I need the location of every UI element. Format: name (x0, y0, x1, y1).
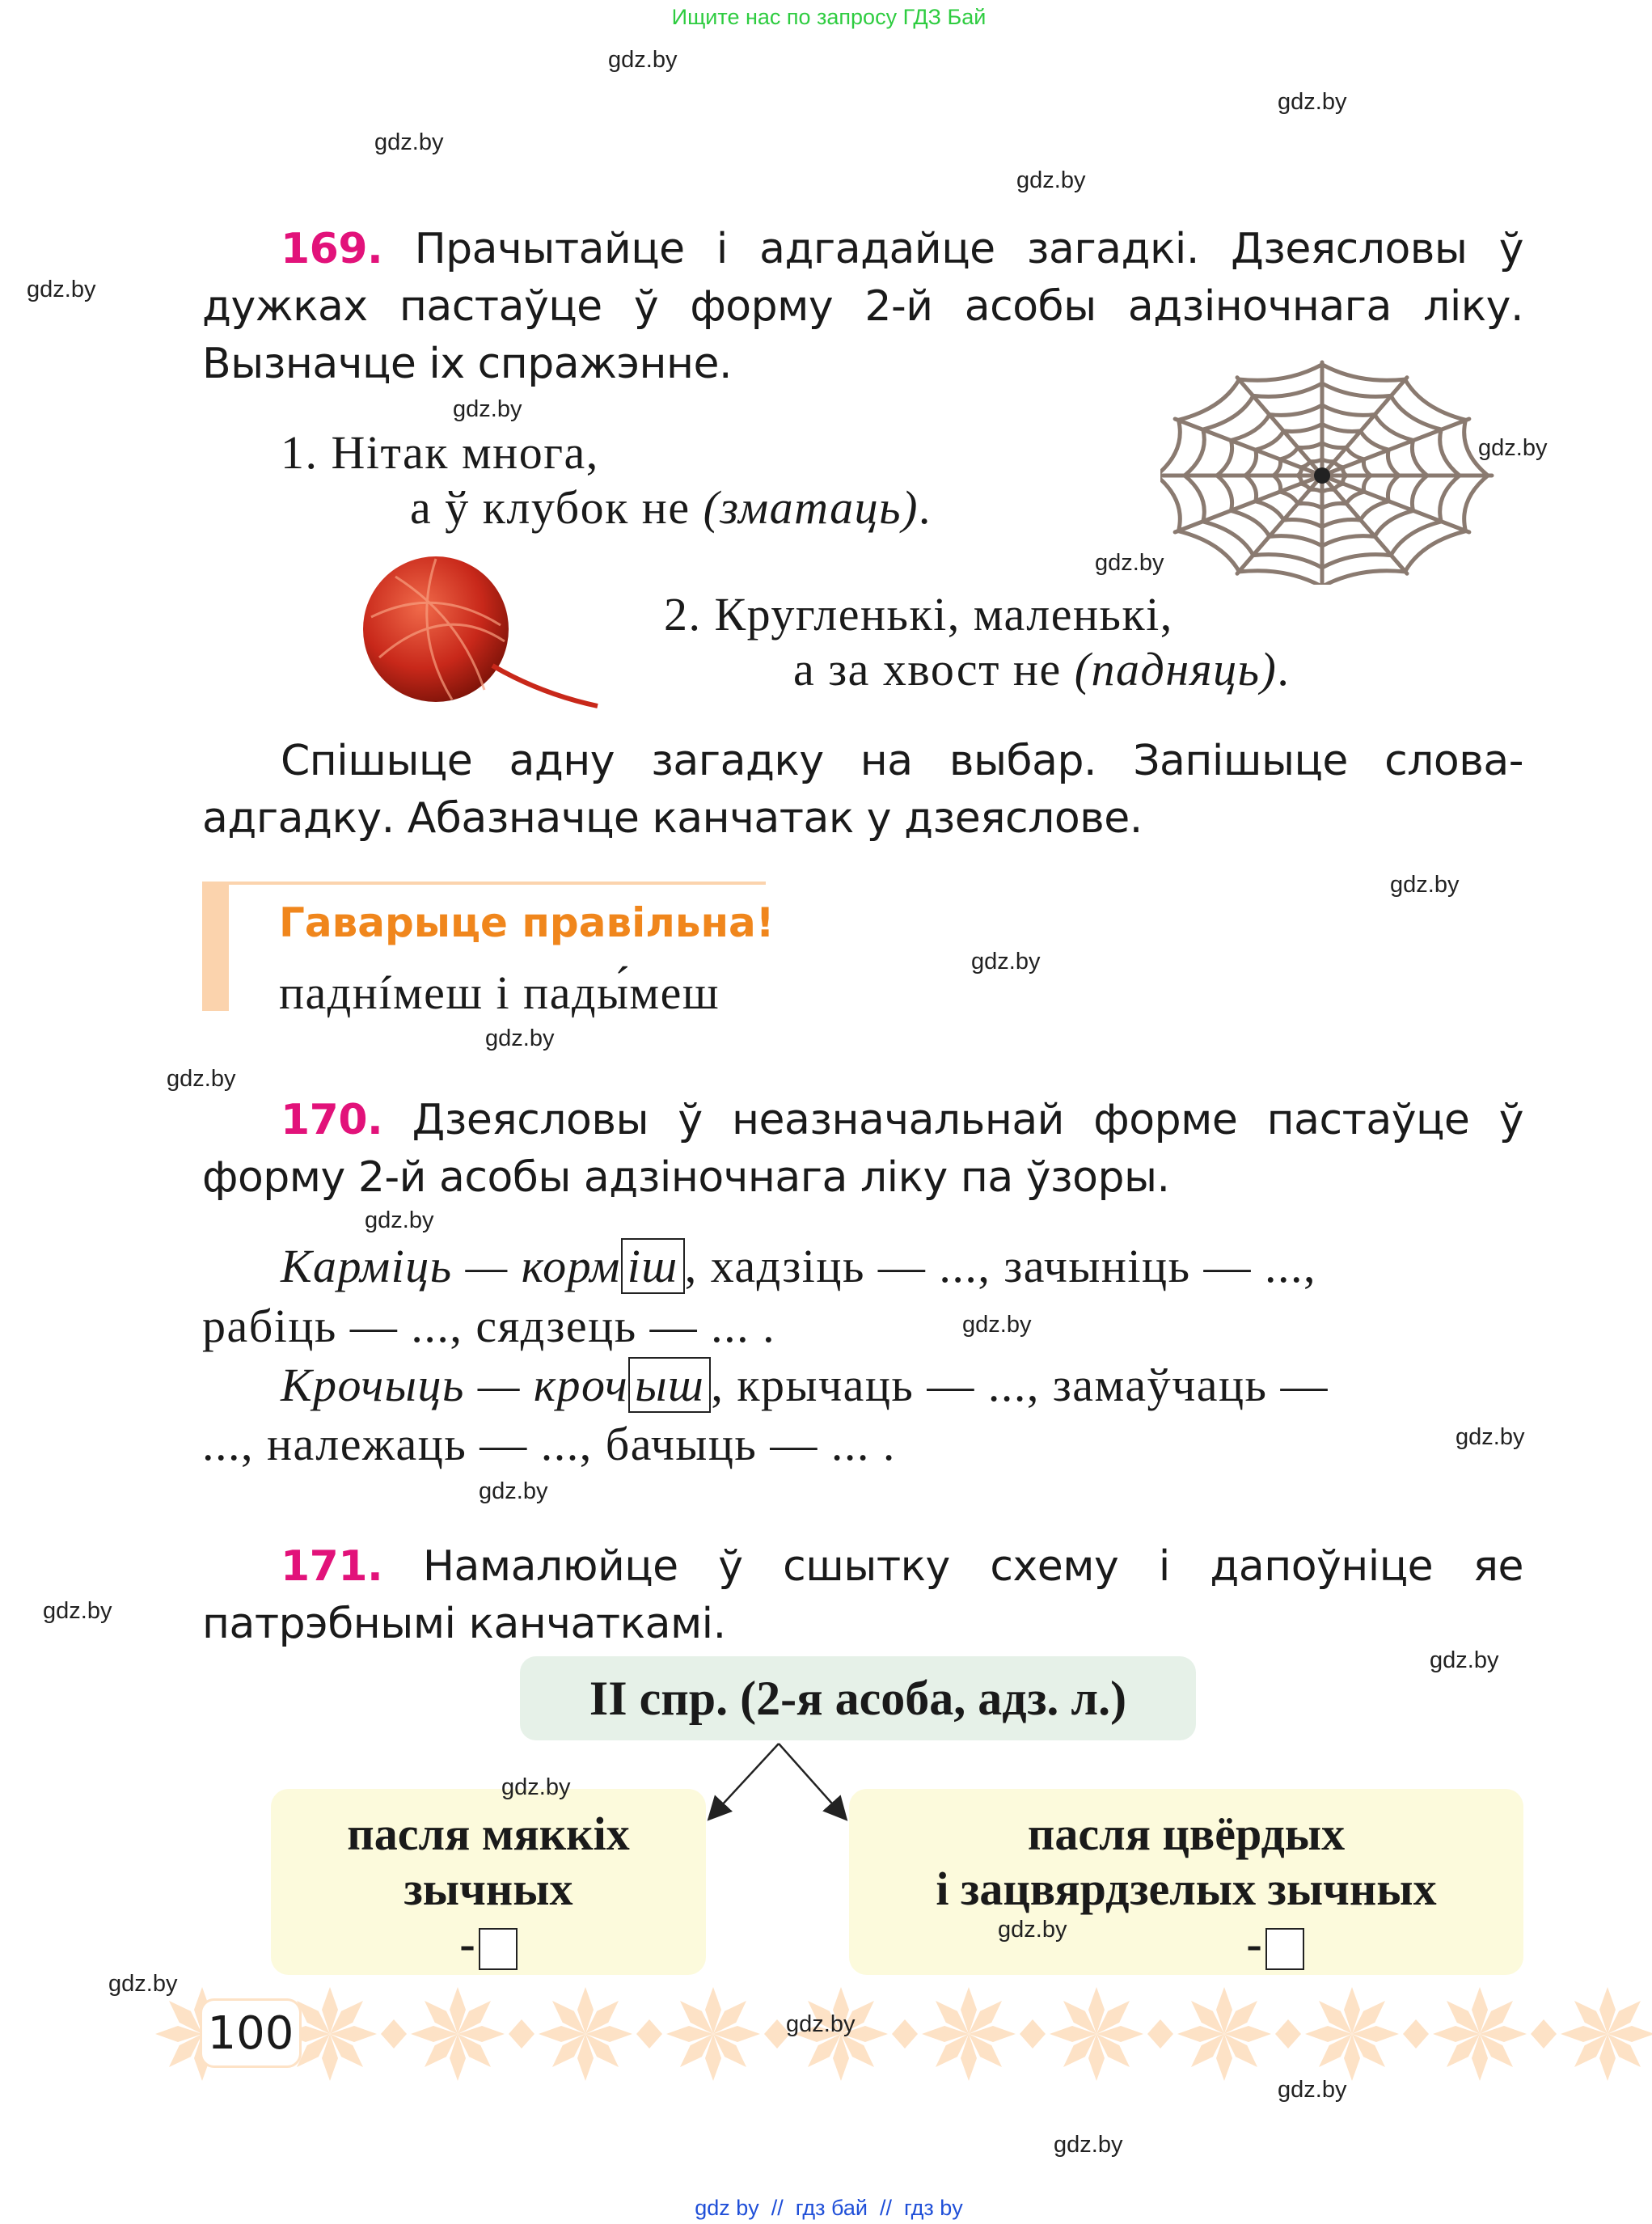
ending-box: іш (621, 1238, 685, 1294)
rule-box-side-bar (202, 882, 229, 1011)
text: а за хвост не (793, 643, 1075, 696)
watermark: gdz.by (1278, 2077, 1347, 2103)
snowflake-ornament (411, 1987, 534, 2081)
text: , хадзіць — ..., зачыніць — ..., (684, 1240, 1317, 1292)
snowflake-ornament (922, 1987, 1046, 2081)
arrow-right (779, 1744, 845, 1818)
empty-box (479, 1928, 518, 1970)
verb: (падняць) (1074, 643, 1278, 696)
watermark: gdz.by (1456, 1424, 1525, 1450)
exercise-number: 171. (281, 1542, 383, 1591)
exercise-171-text (202, 1538, 1523, 1653)
watermark: gdz.by (608, 47, 678, 73)
verb: (зматаць) (703, 481, 919, 534)
snowflake-ornament (1050, 1987, 1173, 2081)
text: . (918, 481, 932, 534)
snowflake-ornament (539, 1987, 662, 2081)
spiderweb-image (1160, 342, 1510, 585)
watermark: gdz.by (27, 277, 96, 302)
watermark: gdz.by (1430, 1647, 1499, 1673)
text: а ў клубок не (410, 481, 703, 534)
spider-icon (1314, 467, 1330, 484)
watermark: gdz.by (479, 1478, 548, 1504)
watermark: gdz.by (374, 129, 444, 155)
exercise-instruction: Прачытайце і адгадайце загадкі. Дзеясловы ў дужках пастаўце ў форму 2-й асобы адзіночнага ліку. Вызначце іх спражэнне. (202, 225, 1523, 388)
text: Карміць — корм (281, 1240, 621, 1292)
exercise-170-text (202, 1092, 1523, 1207)
dash: - (459, 1917, 475, 1970)
watermark: gdz.by (1016, 167, 1086, 193)
snowflake-ornament (1561, 1987, 1652, 2081)
watermark: gdz.by (971, 949, 1041, 975)
page-number: 100 (200, 1998, 302, 2068)
watermark: gdz.by (1095, 550, 1164, 576)
ending-box: ыш (628, 1357, 711, 1413)
exercise-number: 170. (281, 1096, 383, 1144)
header-link[interactable]: Ищите нас по запросу ГДЗ Бай (671, 5, 987, 29)
snowflake-ornament (666, 1987, 790, 2081)
watermark: gdz.by (43, 1598, 112, 1624)
watermark: gdz.by (786, 2011, 856, 2037)
right-ending-slot (849, 1917, 1523, 1972)
watermark: gdz.by (485, 1025, 555, 1051)
watermark: gdz.by (962, 1312, 1032, 1338)
dash: - (1246, 1917, 1262, 1970)
footer-link[interactable]: gdz by // гдз бай // гдз by (695, 2196, 963, 2220)
watermark: gdz.by (1054, 2132, 1123, 2158)
right-box-line-2: і зацвярдзелых зычных (936, 1862, 1437, 1915)
example-line-3 (281, 1356, 1329, 1414)
example-line-4: ..., належаць — ..., бачыць — ... . (202, 1418, 896, 1470)
watermark: gdz.by (108, 1971, 178, 1997)
right-box-line-1: пасля цвёрдых (1027, 1808, 1346, 1860)
watermark: gdz.by (1390, 872, 1460, 898)
empty-box (1265, 1928, 1304, 1970)
rule-text: паднíмеш і пады́меш (279, 966, 720, 1019)
snowflake-ornament (1433, 1987, 1557, 2081)
riddle-1-line-1: 1. Нітак многа, (281, 426, 599, 479)
left-ending-slot (271, 1917, 706, 1972)
snowflake-ornament (1305, 1987, 1429, 2081)
left-box-line-2: зычных (403, 1862, 573, 1915)
diagram-right-box (849, 1789, 1523, 1975)
watermark: gdz.by (453, 396, 522, 422)
rule-box-top-line (202, 882, 766, 885)
text: . (1277, 643, 1291, 696)
text: Крочыць — кроч (281, 1359, 629, 1411)
diagram-left-box (271, 1789, 706, 1975)
watermark: gdz.by (167, 1066, 236, 1092)
watermark: gdz.by (1478, 435, 1548, 461)
riddle-1-line-2 (410, 479, 932, 537)
snowflake-ornament (1177, 1987, 1301, 2081)
example-line-1 (281, 1237, 1316, 1296)
yarn-ball-image (363, 552, 606, 710)
riddle-2-line-2 (793, 641, 1290, 699)
watermark: gdz.by (365, 1207, 434, 1233)
example-line-2: рабіць — ..., сядзець — ... . (202, 1300, 776, 1352)
exercise-169-task: Спішыце адну загадку на выбар. Запішыце слова-адгадку. Абазначце канчатак у дзеяслове. (202, 737, 1523, 843)
watermark: gdz.by (501, 1774, 571, 1800)
exercise-number: 169. (281, 225, 383, 273)
footer-ornament (154, 1985, 1652, 2082)
arrow-left (710, 1744, 779, 1818)
diagram-arrows (695, 1739, 857, 1828)
left-box-line-1: пасля мяккіх (347, 1808, 630, 1860)
watermark: gdz.by (998, 1917, 1067, 1943)
rule-title: Гаварыце правільна! (279, 899, 775, 946)
watermark: gdz.by (1278, 89, 1347, 115)
diagram-top-box: II спр. (2-я асоба, адз. л.) (520, 1656, 1196, 1740)
exercise-instruction: Дзеясловы ў неазначальнай форме пастаўце ў форму 2-й асобы адзіночнага ліку па ўзоры. (202, 1096, 1524, 1202)
text: , крычаць — ..., замаўчаць — (711, 1359, 1329, 1411)
riddle-2-line-1: 2. Кругленькі, маленькі, (664, 588, 1173, 641)
exercise-instruction: Намалюйце ў сшытку схему і дапоўніце яе патрэбнымі канчаткамі. (202, 1542, 1523, 1648)
